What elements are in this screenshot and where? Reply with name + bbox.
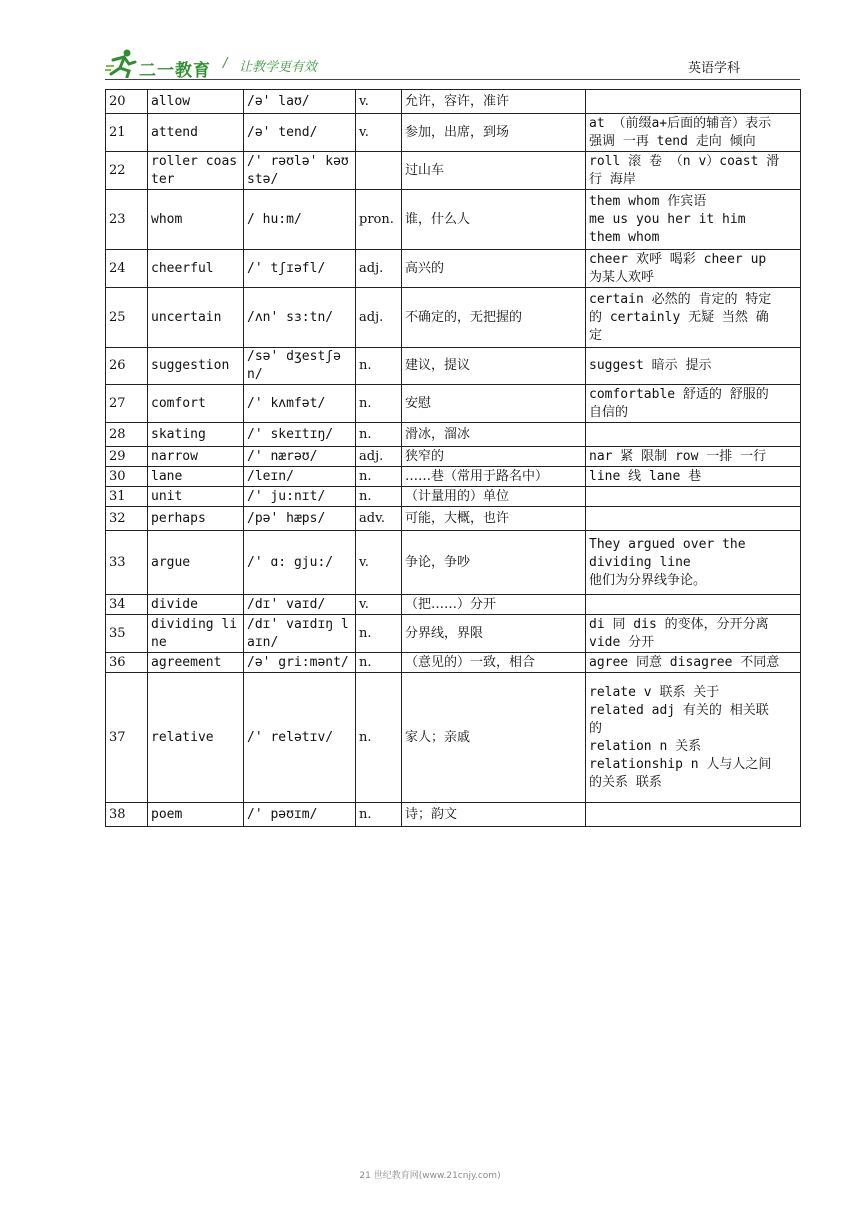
part-of-speech-cell: v. bbox=[356, 90, 402, 114]
word-number: 20 bbox=[106, 90, 148, 114]
meaning-cell: 分界线，界限 bbox=[402, 615, 586, 653]
meaning-cell: 狭窄的 bbox=[402, 447, 586, 467]
phonetic-cell: /' pəʊɪm/ bbox=[244, 803, 356, 827]
word-number: 28 bbox=[106, 423, 148, 447]
note-line: 强调 一再 tend 走向 倾向 bbox=[589, 133, 756, 149]
phonetic-cell: /leɪn/ bbox=[244, 467, 356, 487]
phonetic-cell: /ʌn' sɜ:tn/ bbox=[244, 288, 356, 348]
part-of-speech-cell: n. bbox=[356, 487, 402, 507]
word-number: 25 bbox=[106, 288, 148, 348]
part-of-speech-cell: n. bbox=[356, 803, 402, 827]
part-of-speech-cell: n. bbox=[356, 653, 402, 673]
part-of-speech-cell: n. bbox=[356, 348, 402, 385]
phonetic-cell: /ə' tend/ bbox=[244, 114, 356, 152]
word-number: 29 bbox=[106, 447, 148, 467]
word-number: 27 bbox=[106, 385, 148, 423]
phonetic-cell: /' ɑ: gju:/ bbox=[244, 531, 356, 595]
phonetic-cell: /dɪ' vaɪdɪŋ laɪn/ bbox=[244, 615, 356, 653]
part-of-speech-cell: adj. bbox=[356, 250, 402, 288]
note-line: relate v 联系 关于 bbox=[589, 684, 720, 700]
table-row bbox=[106, 595, 801, 615]
meaning-cell: （计量用的）单位 bbox=[402, 487, 586, 507]
note-cell bbox=[586, 250, 801, 288]
phonetic-cell: /sə' dʒestʃən/ bbox=[244, 348, 356, 385]
note-cell bbox=[586, 90, 801, 114]
note-line: 自信的 bbox=[589, 404, 629, 420]
part-of-speech-cell: n. bbox=[356, 467, 402, 487]
part-of-speech-cell bbox=[356, 152, 402, 190]
phonetic-cell: /' skeɪtɪŋ/ bbox=[244, 423, 356, 447]
word-number: 33 bbox=[106, 531, 148, 595]
word-cell: argue bbox=[148, 531, 244, 595]
meaning-cell: 安慰 bbox=[402, 385, 586, 423]
note-cell bbox=[586, 673, 801, 803]
note-line: certain 必然的 肯定的 特定 bbox=[589, 291, 772, 307]
table-row bbox=[106, 673, 801, 803]
table-row bbox=[106, 507, 801, 531]
word-cell: unit bbox=[148, 487, 244, 507]
meaning-cell: ……巷（常用于路名中） bbox=[402, 467, 586, 487]
note-line: roll 滚 卷 （n v）coast 滑 bbox=[589, 153, 780, 169]
note-cell bbox=[586, 385, 801, 423]
note-line: 定 bbox=[589, 327, 603, 343]
note-line: relationship n 人与人之间 bbox=[589, 756, 772, 772]
word-cell: attend bbox=[148, 114, 244, 152]
note-line: line 线 lane 巷 bbox=[589, 468, 702, 484]
word-number: 38 bbox=[106, 803, 148, 827]
phonetic-cell: /ə' gri:mənt/ bbox=[244, 653, 356, 673]
phonetic-cell: /' ju:nɪt/ bbox=[244, 487, 356, 507]
part-of-speech-cell: adj. bbox=[356, 447, 402, 467]
table-row bbox=[106, 615, 801, 653]
meaning-cell: 诗；韵文 bbox=[402, 803, 586, 827]
word-number: 22 bbox=[106, 152, 148, 190]
note-line: them whom bbox=[589, 229, 660, 245]
word-cell: whom bbox=[148, 190, 244, 250]
note-line: 的关系 联系 bbox=[589, 774, 662, 790]
note-line: They argued over the bbox=[589, 536, 746, 552]
word-cell: suggestion bbox=[148, 348, 244, 385]
table-row bbox=[106, 250, 801, 288]
note-line: at （前缀a+后面的辅音）表示 bbox=[589, 115, 772, 131]
meaning-cell: 可能，大概，也许 bbox=[402, 507, 586, 531]
word-number: 36 bbox=[106, 653, 148, 673]
page-header bbox=[105, 42, 800, 82]
word-number: 37 bbox=[106, 673, 148, 803]
note-cell bbox=[586, 531, 801, 595]
running-person-logo-icon bbox=[105, 48, 139, 78]
word-number: 24 bbox=[106, 250, 148, 288]
note-cell bbox=[586, 288, 801, 348]
word-number: 31 bbox=[106, 487, 148, 507]
word-cell: relative bbox=[148, 673, 244, 803]
word-number: 30 bbox=[106, 467, 148, 487]
meaning-cell: 家人；亲戚 bbox=[402, 673, 586, 803]
note-line: relation n 关系 bbox=[589, 738, 702, 754]
note-line: dividing line bbox=[589, 554, 691, 570]
table-row bbox=[106, 152, 801, 190]
word-number: 26 bbox=[106, 348, 148, 385]
note-line: di 同 dis 的变体，分开分离 bbox=[589, 616, 769, 632]
part-of-speech-cell: n. bbox=[356, 423, 402, 447]
note-cell bbox=[586, 595, 801, 615]
word-number: 35 bbox=[106, 615, 148, 653]
word-cell: perhaps bbox=[148, 507, 244, 531]
meaning-cell: 高兴的 bbox=[402, 250, 586, 288]
word-cell: narrow bbox=[148, 447, 244, 467]
phonetic-cell: /' rəʊlə' kəʊ stə/ bbox=[244, 152, 356, 190]
table-row bbox=[106, 467, 801, 487]
note-cell bbox=[586, 152, 801, 190]
note-cell bbox=[586, 190, 801, 250]
table-row bbox=[106, 423, 801, 447]
meaning-cell: 允许，容许，准许 bbox=[402, 90, 586, 114]
part-of-speech-cell: n. bbox=[356, 615, 402, 653]
header-separator: / bbox=[223, 56, 228, 71]
phonetic-cell: /' relətɪv/ bbox=[244, 673, 356, 803]
note-line: 他们为分界线争论。 bbox=[589, 572, 707, 588]
note-line: me us you her it him bbox=[589, 211, 746, 227]
note-cell bbox=[586, 348, 801, 385]
table-row bbox=[106, 447, 801, 467]
word-cell: comfort bbox=[148, 385, 244, 423]
meaning-cell: 建议，提议 bbox=[402, 348, 586, 385]
meaning-cell: 不确定的，无把握的 bbox=[402, 288, 586, 348]
note-line: 行 海岸 bbox=[589, 171, 636, 187]
note-line: vide 分开 bbox=[589, 634, 655, 650]
phonetic-cell: /' tʃɪəfl/ bbox=[244, 250, 356, 288]
word-cell: skating bbox=[148, 423, 244, 447]
phonetic-cell: /' nærəʊ/ bbox=[244, 447, 356, 467]
table-row bbox=[106, 487, 801, 507]
brand-slogan: 让教学更有效 bbox=[239, 60, 318, 75]
word-number: 21 bbox=[106, 114, 148, 152]
word-cell: allow bbox=[148, 90, 244, 114]
part-of-speech-cell: pron. bbox=[356, 190, 402, 250]
meaning-cell: 争论，争吵 bbox=[402, 531, 586, 595]
table-row bbox=[106, 803, 801, 827]
part-of-speech-cell: v. bbox=[356, 595, 402, 615]
table-row bbox=[106, 90, 801, 114]
note-cell bbox=[586, 487, 801, 507]
meaning-cell: 参加，出席，到场 bbox=[402, 114, 586, 152]
phonetic-cell: /ə' laʊ/ bbox=[244, 90, 356, 114]
note-line: 的 bbox=[589, 720, 603, 736]
meaning-cell: （意见的）一致，相合 bbox=[402, 653, 586, 673]
table-row bbox=[106, 348, 801, 385]
note-cell bbox=[586, 467, 801, 487]
note-line: cheer 欢呼 喝彩 cheer up bbox=[589, 251, 767, 267]
meaning-cell: （把……）分开 bbox=[402, 595, 586, 615]
word-cell: divide bbox=[148, 595, 244, 615]
table-row bbox=[106, 190, 801, 250]
part-of-speech-cell: n. bbox=[356, 673, 402, 803]
phonetic-cell: / hu:m/ bbox=[244, 190, 356, 250]
part-of-speech-cell: n. bbox=[356, 385, 402, 423]
note-line: 的 certainly 无疑 当然 确 bbox=[589, 309, 769, 325]
note-cell bbox=[586, 114, 801, 152]
meaning-cell: 过山车 bbox=[402, 152, 586, 190]
subject-label: 英语学科 bbox=[687, 61, 740, 76]
table-row bbox=[106, 385, 801, 423]
word-cell: agreement bbox=[148, 653, 244, 673]
part-of-speech-cell: v. bbox=[356, 531, 402, 595]
note-line: nar 紧 限制 row 一排 一行 bbox=[589, 448, 767, 464]
phonetic-cell: /pə' hæps/ bbox=[244, 507, 356, 531]
word-cell: lane bbox=[148, 467, 244, 487]
note-line: agree 同意 disagree 不同意 bbox=[589, 654, 780, 670]
note-cell bbox=[586, 803, 801, 827]
note-line: them whom 作宾语 bbox=[589, 193, 707, 209]
note-cell bbox=[586, 447, 801, 467]
word-cell: roller coaster bbox=[148, 152, 244, 190]
word-cell: poem bbox=[148, 803, 244, 827]
note-line: suggest 暗示 提示 bbox=[589, 358, 712, 373]
word-cell: dividing line bbox=[148, 615, 244, 653]
header-divider bbox=[105, 79, 800, 80]
phonetic-cell: /dɪ' vaɪd/ bbox=[244, 595, 356, 615]
page-footer: 21 世纪教育网(www.21cnjy.com) bbox=[359, 1171, 501, 1181]
phonetic-cell: /' kʌmfət/ bbox=[244, 385, 356, 423]
table-row bbox=[106, 114, 801, 152]
meaning-cell: 滑冰，溜冰 bbox=[402, 423, 586, 447]
note-line: related adj 有关的 相关联 bbox=[589, 702, 769, 718]
vocabulary-table bbox=[105, 89, 801, 827]
note-cell bbox=[586, 423, 801, 447]
note-line: 为某人欢呼 bbox=[589, 269, 655, 285]
table-row bbox=[106, 531, 801, 595]
note-cell bbox=[586, 653, 801, 673]
word-number: 32 bbox=[106, 507, 148, 531]
word-cell: cheerful bbox=[148, 250, 244, 288]
note-cell bbox=[586, 507, 801, 531]
note-line: comfortable 舒适的 舒服的 bbox=[589, 386, 769, 402]
word-number: 34 bbox=[106, 595, 148, 615]
table-row bbox=[106, 288, 801, 348]
brand-name: 二一教育 bbox=[139, 61, 211, 81]
meaning-cell: 谁，什么人 bbox=[402, 190, 586, 250]
note-cell bbox=[586, 615, 801, 653]
part-of-speech-cell: v. bbox=[356, 114, 402, 152]
word-cell: uncertain bbox=[148, 288, 244, 348]
part-of-speech-cell: adj. bbox=[356, 288, 402, 348]
word-number: 23 bbox=[106, 190, 148, 250]
table-row bbox=[106, 653, 801, 673]
part-of-speech-cell: adv. bbox=[356, 507, 402, 531]
